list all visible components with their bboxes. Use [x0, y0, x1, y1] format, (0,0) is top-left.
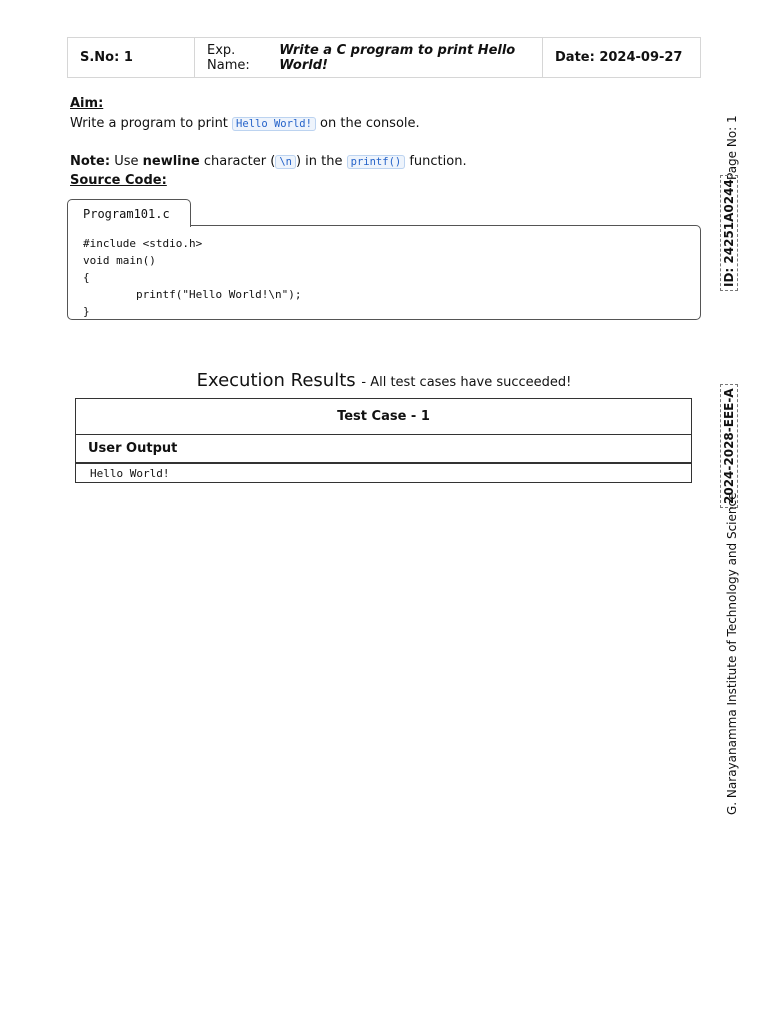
- execution-status: - All test cases have succeeded!: [361, 375, 572, 390]
- execution-results-title: Execution Results - All test cases have succeeded!: [196, 370, 572, 391]
- code-line: {: [83, 271, 90, 284]
- exp-name-title: Write a C program to print Hello World!: [279, 42, 516, 73]
- code-block: [67, 225, 701, 320]
- inline-code: printf(): [347, 155, 406, 169]
- batch-code: 2024-2028-EEE-A: [722, 384, 736, 508]
- code-line: printf("Hello World!\n");: [83, 288, 302, 301]
- inline-code: Hello World!: [232, 117, 316, 131]
- test-case-header: Test Case - 1: [76, 399, 691, 435]
- student-id: ID: 24251A0244: [722, 175, 736, 291]
- note-label: Note:: [70, 154, 111, 169]
- aim-heading: Aim:: [70, 96, 104, 111]
- code-line: void main(): [83, 254, 156, 267]
- inline-code: \n: [275, 155, 296, 169]
- aim-text: Write a program to print Hello World! on the console.: [70, 116, 420, 131]
- note-text: Note: Use newline character ( \n ) in the printf() function.: [70, 154, 467, 169]
- file-tab[interactable]: Program101.c: [67, 199, 191, 227]
- code-line: #include <stdio.h>: [83, 237, 203, 250]
- test-case-table: [75, 398, 692, 483]
- experiment-name: [195, 38, 543, 77]
- institute-name: G. Narayanamma Institute of Technology and Science: [725, 492, 739, 815]
- experiment-date: Date: 2024-09-27: [555, 50, 683, 65]
- source-code-heading: Source Code:: [70, 173, 167, 188]
- header-table: [67, 37, 701, 78]
- user-output-value: Hello World!: [90, 466, 170, 480]
- page-number: Page No: 1: [725, 115, 739, 180]
- exp-name-prefix: Exp. Name:: [207, 42, 250, 73]
- code-line: }: [83, 305, 90, 318]
- serial-number: S.No: 1: [68, 38, 195, 77]
- user-output-label: User Output: [76, 435, 691, 464]
